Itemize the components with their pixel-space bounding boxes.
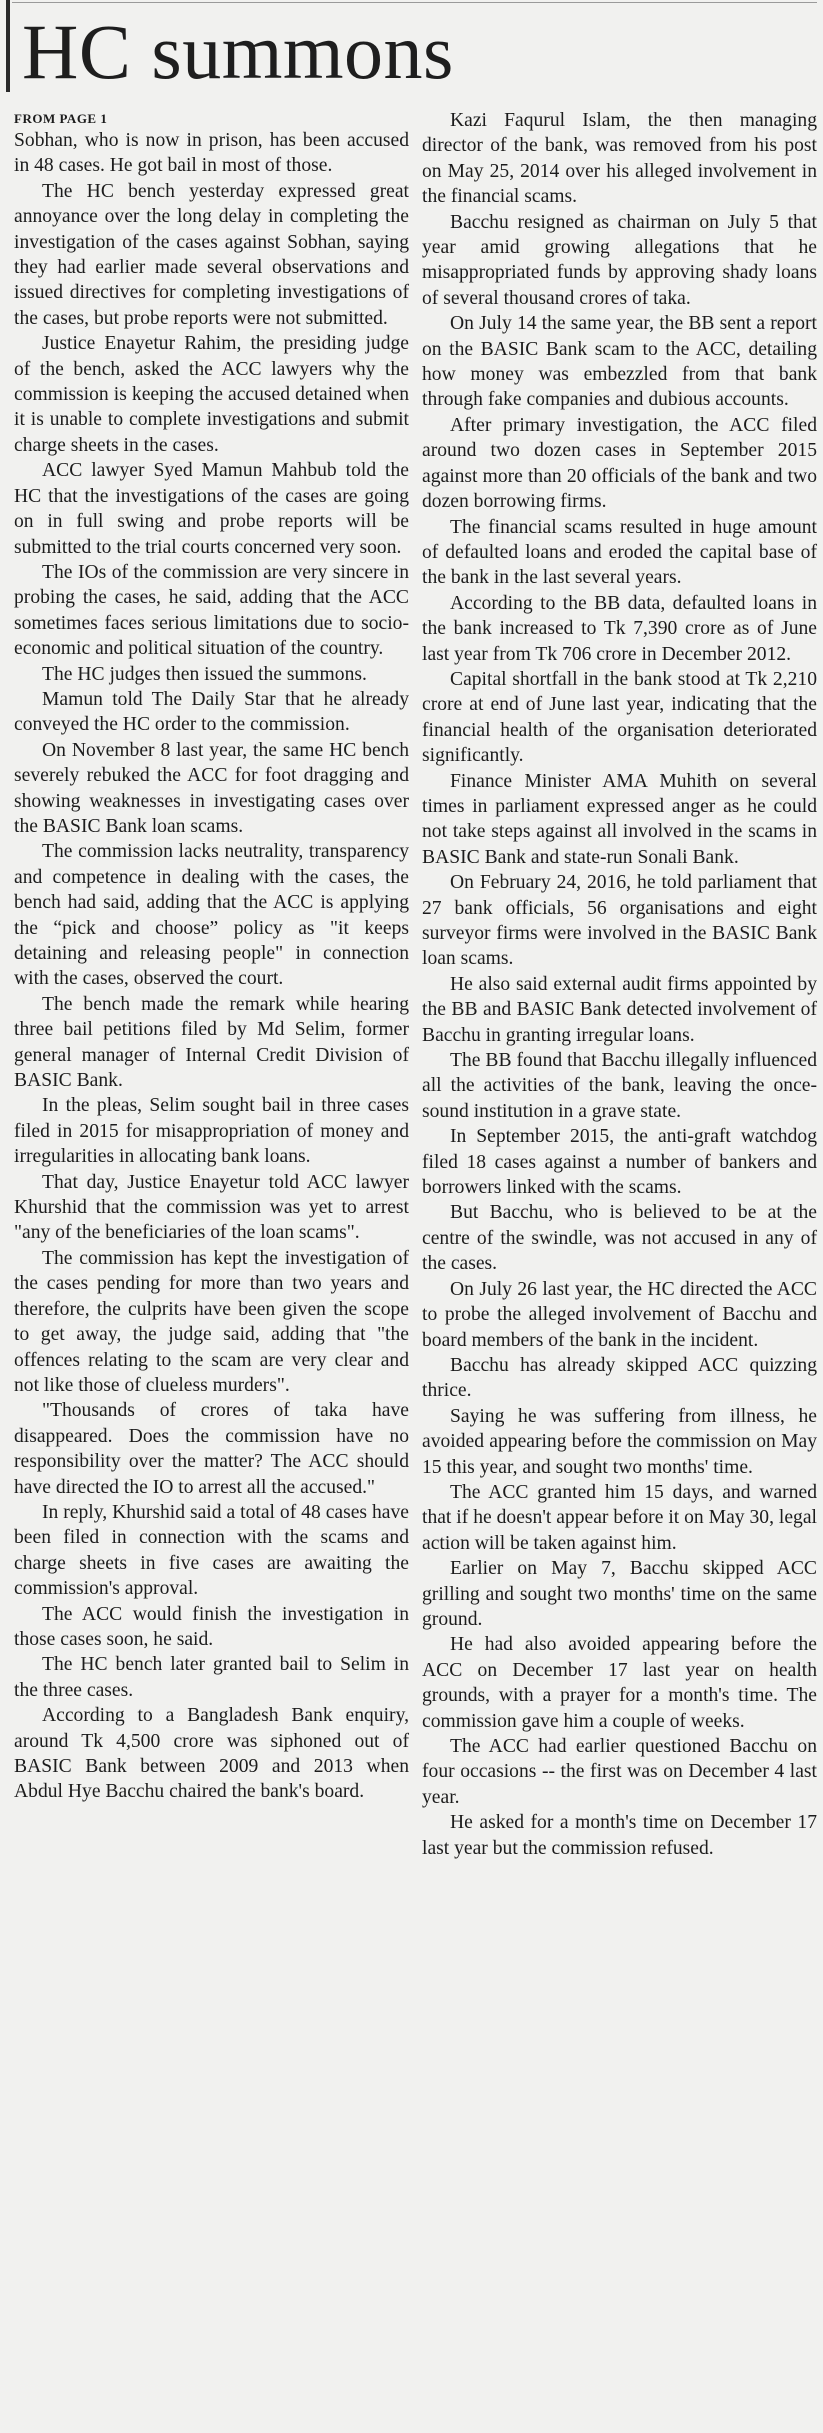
paragraph: Bacchu resigned as chairman on July 5 that year amid growing allegations that he misappropriated funds by approving shady loans of several thousand crores of taka. — [422, 211, 817, 309]
paragraph: He also said external audit firms appointed by the BB and BASIC Bank detected involvement of Bacchu in granting irregular loans. — [422, 973, 817, 1046]
paragraph: The IOs of the commission are very sincere in probing the cases, he said, adding that the ACC sometimes faces serious limitations due to socio-economic and political situation of the country. — [14, 561, 409, 660]
paragraph: On July 14 the same year, the BB sent a report on the BASIC Bank scam to the ACC, detailing how money was embezzled from that bank through fake companies and dubious accounts. — [422, 313, 817, 411]
paragraph: Finance Minister AMA Muhith on several times in parliament expressed anger as he could not take steps against all involved in the scams in BASIC Bank and state-run Sonali Bank. — [422, 770, 817, 868]
paragraph: He asked for a month's time on December 17 last year but the commission refused. — [422, 1812, 817, 1859]
paragraph: Sobhan, who is now in prison, has been accused in 48 cases. He got bail in most of those. — [14, 130, 409, 177]
article-column-left — [14, 108, 409, 1861]
paragraph: On July 26 last year, the HC directed the ACC to probe the alleged involvement of Bacchu and board members of the bank in the incident. — [422, 1278, 817, 1351]
headline: HC summons — [22, 8, 454, 95]
paragraph: The HC bench yesterday expressed great annoyance over the long delay in completing the investigation of the cases against Sobhan, saying they had earlier made several observations and issued directives for completing investigations of the cases, but probe reports were not submitted. — [14, 180, 409, 329]
paragraph: On February 24, 2016, he told parliament that 27 bank officials, 56 organisations and eight surveyor firms were involved in the BASIC Bank loan scams. — [422, 872, 817, 970]
paragraph: ACC lawyer Syed Mamun Mahbub told the HC that the investigations of the cases are going on in full swing and probe reports will be submitted to the trial courts concerned very soon. — [14, 460, 409, 558]
paragraph: The ACC would finish the investigation in those cases soon, he said. — [14, 1603, 409, 1650]
paragraph: "Thousands of crores of taka have disappeared. Does the commission have no responsibility over the matter? The ACC should have directed the IO to arrest all the accused." — [14, 1400, 409, 1498]
paragraph: The bench made the remark while hearing three bail petitions filed by Md Selim, former general manager of Internal Credit Division of BASIC Bank. — [14, 993, 409, 1092]
paragraph: Justice Enayetur Rahim, the presiding judge of the bench, asked the ACC lawyers why the commission is keeping the accused detained when it is unable to complete investigations and submit charge sheets in the cases. — [14, 333, 409, 456]
paragraph: After primary investigation, the ACC filed around two dozen cases in September 2015 against more than 20 officials of the bank and two dozen borrowing firms. — [422, 414, 817, 513]
paragraph: According to the BB data, defaulted loans in the bank increased to Tk 7,390 crore as of June last year from Tk 706 crore in December 2012. — [422, 592, 817, 665]
article-body — [12, 108, 817, 1861]
article-column-right — [422, 108, 817, 1861]
paragraph: The BB found that Bacchu illegally influenced all the activities of the bank, leaving the once-sound institution in a grave state. — [422, 1050, 817, 1122]
paragraph: But Bacchu, who is believed to be at the centre of the swindle, was not accused in any of the cases. — [422, 1202, 817, 1275]
paragraph: The ACC granted him 15 days, and warned that if he doesn't appear before it on May 30, legal action will be taken against him. — [422, 1481, 817, 1554]
paragraph: He had also avoided appearing before the ACC on December 17 last year on health grounds, with a prayer for a month's time. The commission gave him a couple of weeks. — [422, 1634, 817, 1732]
paragraph: The commission has kept the investigation of the cases pending for more than two years and therefore, the culprits have been given the scope to get away, the judge said, adding that "the offences relating to the scam are very clear and not like those of clueless murders". — [14, 1247, 409, 1396]
paragraph: In September 2015, the anti-graft watchdog filed 18 cases against a number of bankers and borrowers linked with the scams. — [422, 1126, 817, 1199]
paragraph: In the pleas, Selim sought bail in three cases filed in 2015 for misappropriation of money and irregularities in allocating bank loans. — [14, 1095, 409, 1168]
top-border — [12, 2, 817, 3]
paragraph: The ACC had earlier questioned Bacchu on four occasions -- the first was on December 4 last year. — [422, 1736, 817, 1808]
paragraph: In reply, Khurshid said a total of 48 cases have been filed in connection with the scams and charge sheets in five cases are awaiting the commission's approval. — [14, 1501, 409, 1600]
paragraph: The financial scams resulted in huge amount of defaulted loans and eroded the capital base of the bank in the last several years. — [422, 516, 817, 589]
paragraph: Capital shortfall in the bank stood at Tk 2,210 crore at end of June last year, indicating that the financial health of the organisation deteriorated significantly. — [422, 668, 817, 767]
paragraph: Saying he was suffering from illness, he avoided appearing before the commission on May 15 this year, and sought two months' time. — [422, 1405, 817, 1478]
paragraph: The HC judges then issued the summons. — [42, 663, 367, 685]
paragraph: Bacchu has already skipped ACC quizzing thrice. — [422, 1354, 817, 1402]
dateline: FROM PAGE 1 — [14, 111, 108, 126]
paragraph: The HC bench later granted bail to Selim in the three cases. — [14, 1654, 409, 1701]
paragraph: Earlier on May 7, Bacchu skipped ACC grilling and sought two months' time on the same ground. — [422, 1558, 817, 1630]
headline-left-rule — [6, 0, 10, 92]
paragraph: According to a Bangladesh Bank enquiry, around Tk 4,500 crore was siphoned out of BASIC Bank between 2009 and 2013 when Abdul Hye Bacchu chaired the bank's board. — [14, 1705, 409, 1803]
paragraph: Kazi Faqurul Islam, the then managing director of the bank, was removed from his post on May 25, 2014 over his alleged involvement in the financial scams. — [422, 110, 817, 208]
paragraph: On November 8 last year, the same HC bench severely rebuked the ACC for foot dragging and showing weaknesses in investigating cases over the BASIC Bank loan scams. — [14, 739, 409, 837]
paragraph: That day, Justice Enayetur told ACC lawyer Khurshid that the commission was yet to arrest "any of the beneficiaries of the loan scams". — [14, 1171, 409, 1244]
paragraph: Mamun told The Daily Star that he already conveyed the HC order to the commission. — [14, 688, 409, 736]
paragraph: The commission lacks neutrality, transparency and competence in dealing with the cases, the bench had said, adding that the ACC is applying the “pick and choose” policy as "it keeps detaining and releasing people" in connection with the cases, observed the court. — [14, 841, 409, 990]
